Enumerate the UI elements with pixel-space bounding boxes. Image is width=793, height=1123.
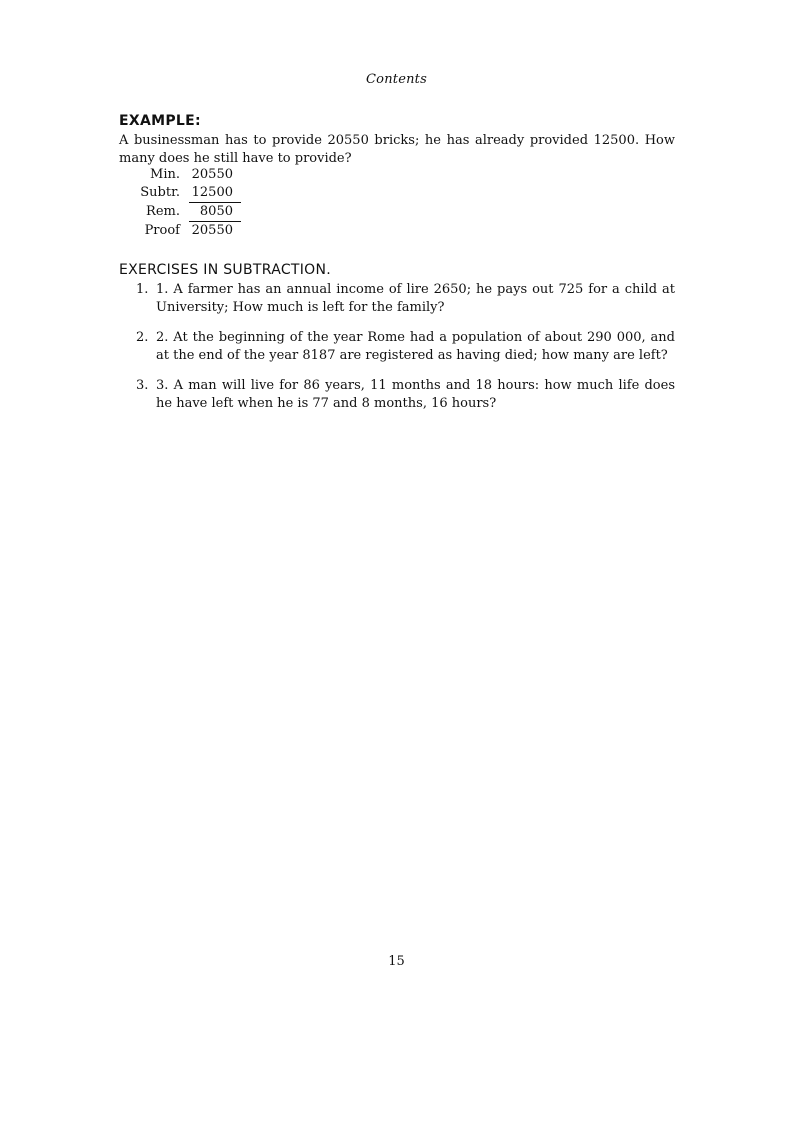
exercises-heading-period: .	[326, 262, 332, 278]
exercise-number: 3.	[136, 378, 149, 393]
running-title: Contents	[366, 72, 427, 87]
exercise-text: 3. A man will live for 86 years, 11 months and 18 hours: how much life does he have left when he is 77 and 8 months, 16 hours?	[156, 378, 675, 411]
exercise-item	[119, 281, 675, 317]
exercise-text: 2. At the beginning of the year Rome had a population of about 290 000, and at the end of the year 8187 are registered as having died; how many are left?	[156, 330, 675, 363]
calc-value: 20550	[191, 223, 233, 238]
exercises-heading-text: EXERCISES IN SUBTRACTION	[119, 262, 327, 278]
exercise-text: 1. A farmer has an annual income of lire 2650; he pays out 725 for a child at University; How much is left for the family?	[156, 282, 675, 315]
calc-row-remainder	[130, 203, 241, 222]
calc-value: 12500	[189, 184, 241, 203]
calc-label: Subtr.	[140, 185, 180, 201]
calc-value: 8050	[189, 203, 241, 222]
exercises-heading	[119, 262, 331, 278]
calc-row-subtrahend	[130, 184, 241, 203]
example-heading: EXAMPLE:	[119, 113, 201, 129]
exercise-list	[119, 281, 675, 425]
page-number: 15	[388, 954, 405, 969]
subtraction-calculation-table	[130, 166, 241, 240]
calc-row-minuend	[130, 166, 241, 184]
exercise-number: 2.	[136, 330, 149, 345]
calc-label: Proof	[144, 222, 180, 238]
calc-value: 20550	[191, 167, 233, 182]
example-problem-text: A businessman has to provide 20550 bricks; he has already provided 12500. How many does he still have to provide?	[119, 133, 675, 166]
calc-label: Rem.	[146, 204, 180, 219]
calc-row-proof	[130, 222, 241, 241]
exercise-number: 1.	[136, 282, 149, 297]
calc-label: Min.	[150, 167, 180, 182]
exercise-item	[119, 329, 675, 365]
exercise-item	[119, 377, 675, 413]
